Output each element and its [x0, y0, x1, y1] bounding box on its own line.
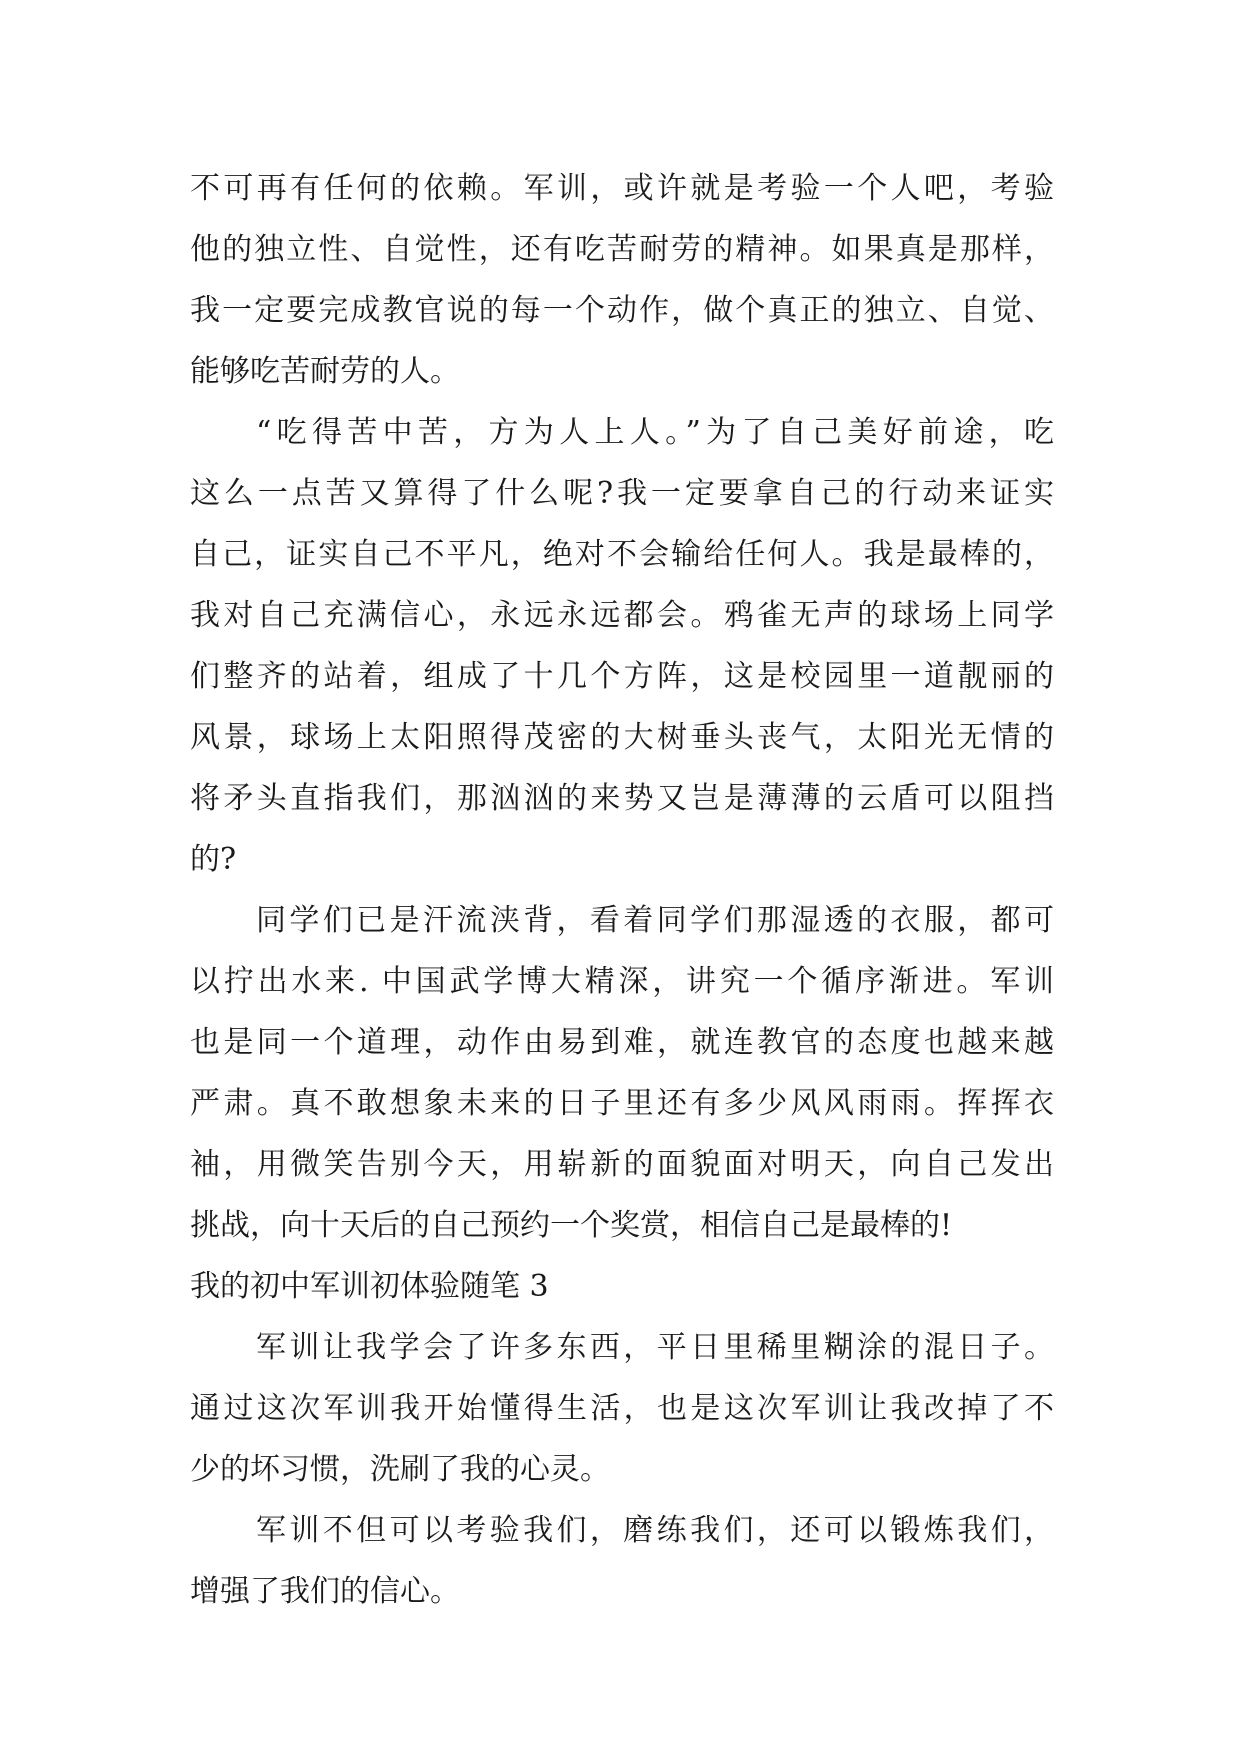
- text-line: 他的独立性、自觉性，还有吃苦耐劳的精神。如果真是那样，: [190, 232, 1054, 267]
- text-line: 少的坏习惯，洗刷了我的心灵。: [190, 1452, 610, 1487]
- text-line: 严肃。真不敢想象未来的日子里还有多少风风雨雨。挥挥衣: [190, 1086, 1054, 1121]
- paragraph: [190, 1500, 1054, 1622]
- text-line: 这么一点苦又算得了什么呢?我一定要拿自己的行动来证实: [190, 476, 1054, 511]
- text-line: 通过这次军训我开始懂得生活，也是这次军训让我改掉了不: [190, 1391, 1054, 1426]
- text-line: 军训不但可以考验我们，磨练我们，还可以锻炼我们，: [256, 1513, 1054, 1548]
- paragraph: [190, 1317, 1054, 1500]
- text-line: 不可再有任何的依赖。军训，或许就是考验一个人吧，考验: [190, 171, 1054, 206]
- section-heading: [190, 1256, 1054, 1317]
- text-line: 增强了我们的信心。: [190, 1574, 460, 1609]
- text-line: 将矛头直指我们，那汹汹的来势又岂是薄薄的云盾可以阻挡: [190, 781, 1054, 816]
- text-line: “吃得苦中苦，方为人上人。”为了自己美好前途，吃: [256, 415, 1054, 450]
- text-line: 也是同一个道理，动作由易到难，就连教官的态度也越来越: [190, 1025, 1054, 1060]
- text-line: 能够吃苦耐劳的人。: [190, 354, 460, 389]
- text-line: 挑战，向十天后的自己预约一个奖赏，相信自己是最棒的!: [190, 1208, 953, 1243]
- document-body: [190, 158, 1054, 1622]
- text-line: 自己，证实自己不平凡，绝对不会输给任何人。我是最棒的，: [190, 537, 1054, 572]
- text-line: 军训让我学会了许多东西，平日里稀里糊涂的混日子。: [256, 1330, 1054, 1365]
- paragraph: [190, 890, 1054, 1256]
- text-line: 同学们已是汗流浃背，看着同学们那湿透的衣服，都可: [256, 903, 1054, 938]
- heading-text: 我的初中军训初体验随笔 3: [190, 1269, 549, 1304]
- text-line: 我一定要完成教官说的每一个动作，做个真正的独立、自觉、: [190, 293, 1054, 328]
- text-line: 风景，球场上太阳照得茂密的大树垂头丧气，太阳光无情的: [190, 720, 1054, 755]
- text-line: 的?: [190, 842, 237, 877]
- paragraph: [190, 402, 1054, 890]
- text-line: 袖，用微笑告别今天，用崭新的面貌面对明天，向自己发出: [190, 1147, 1054, 1182]
- text-line: 以拧出水来. 中国武学博大精深，讲究一个循序渐进。军训: [190, 964, 1054, 999]
- paragraph: [190, 158, 1054, 402]
- text-line: 们整齐的站着，组成了十几个方阵，这是校园里一道靓丽的: [190, 659, 1054, 694]
- text-line: 我对自己充满信心，永远永远都会。鸦雀无声的球场上同学: [190, 598, 1054, 633]
